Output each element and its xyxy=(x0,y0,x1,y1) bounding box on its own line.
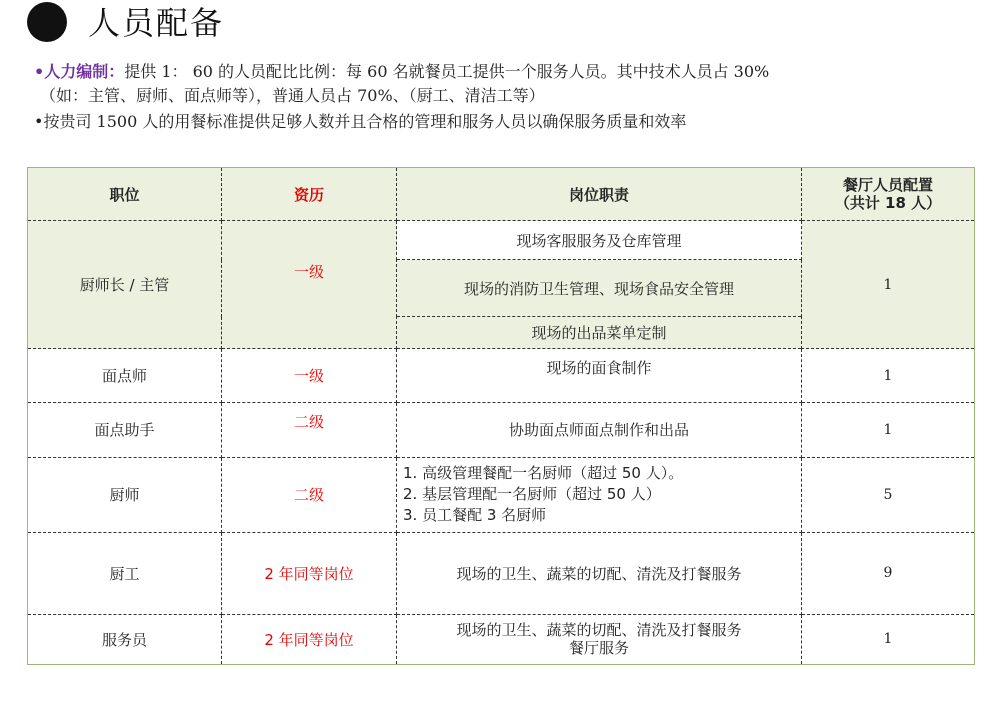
cell-position: 厨师长 / 主管 xyxy=(28,221,222,349)
cell-duty: 协助面点师面点制作和出品 xyxy=(397,403,802,457)
intro-bullet-2-text: 按贵司 1500 人的用餐标准提供足够人数并且合格的管理和服务人员以确保服务质量和效率 xyxy=(43,112,687,131)
cell-qualification: 二级 xyxy=(222,403,397,457)
cell-duty: 现场的卫生、蔬菜的切配、清洗及打餐服务 xyxy=(397,532,802,614)
cell-position: 面点师 xyxy=(28,349,222,403)
bullet-icon: • xyxy=(34,112,44,131)
cell-count: 1 xyxy=(802,221,975,349)
cell-count: 1 xyxy=(802,614,975,664)
cell-count: 1 xyxy=(802,403,975,457)
table-row xyxy=(28,349,975,403)
intro-bullet-1-line2: （如：主管、厨师、面点师等），普通人员占 70%、（厨工、清洁工等） xyxy=(40,86,545,105)
cell-position: 厨工 xyxy=(28,532,222,614)
page-title: 人员配备 xyxy=(88,4,225,42)
table-row xyxy=(28,614,975,664)
cell-count: 9 xyxy=(802,532,975,614)
intro-bullet-1 xyxy=(34,60,984,84)
cell-duty: 现场的消防卫生管理、现场食品安全管理 xyxy=(397,260,802,317)
bullet-icon: • xyxy=(34,62,45,81)
table-row xyxy=(28,532,975,614)
cell-position: 厨师 xyxy=(28,457,222,532)
header-staffing xyxy=(802,168,975,221)
table-header-row xyxy=(28,168,975,221)
cell-duty-list xyxy=(397,457,802,532)
duty-line: 餐厅服务 xyxy=(568,639,629,658)
intro-bullet-2 xyxy=(34,110,984,134)
header-staffing-line2: （共计 18 人） xyxy=(834,194,942,213)
cell-count: 1 xyxy=(802,349,975,403)
cell-position: 面点助手 xyxy=(28,403,222,457)
header-qualification: 资历 xyxy=(222,168,397,221)
table-row xyxy=(28,457,975,532)
duty-item: 2. 基层管理配一名厨师（超过 50 人） xyxy=(403,485,661,504)
title-bullet-icon xyxy=(27,2,67,42)
duty-line: 现场的卫生、蔬菜的切配、清洗及打餐服务 xyxy=(456,621,742,640)
cell-count: 5 xyxy=(802,457,975,532)
cell-duty: 现场的面食制作 xyxy=(397,349,802,403)
header-position: 职位 xyxy=(28,168,222,221)
header-staffing-line1: 餐厅人员配置 xyxy=(842,176,933,195)
cell-duty: 现场客服服务及仓库管理 xyxy=(397,221,802,260)
cell-duty: 现场的出品菜单定制 xyxy=(397,317,802,349)
intro-text xyxy=(34,60,984,134)
cell-qualification: 2 年同等岗位 xyxy=(222,614,397,664)
cell-position: 服务员 xyxy=(28,614,222,664)
table-row xyxy=(28,221,975,260)
cell-duty xyxy=(397,614,802,664)
staffing-table xyxy=(27,167,975,665)
cell-qualification: 一级 xyxy=(222,221,397,349)
duty-item: 1. 高级管理餐配一名厨师（超过 50 人）。 xyxy=(403,464,684,483)
cell-qualification: 二级 xyxy=(222,457,397,532)
intro-bullet-1-text: 提供 1： 60 的人员配比比例：每 60 名就餐员工提供一个服务人员。其中技术人员占 30% xyxy=(124,62,770,81)
header-duties: 岗位职责 xyxy=(397,168,802,221)
intro-bullet-1-label: 人力编制： xyxy=(44,62,125,81)
cell-qualification: 一级 xyxy=(222,349,397,403)
table-row xyxy=(28,403,975,457)
cell-qualification: 2 年同等岗位 xyxy=(222,532,397,614)
duty-item: 3. 员工餐配 3 名厨师 xyxy=(403,506,547,525)
